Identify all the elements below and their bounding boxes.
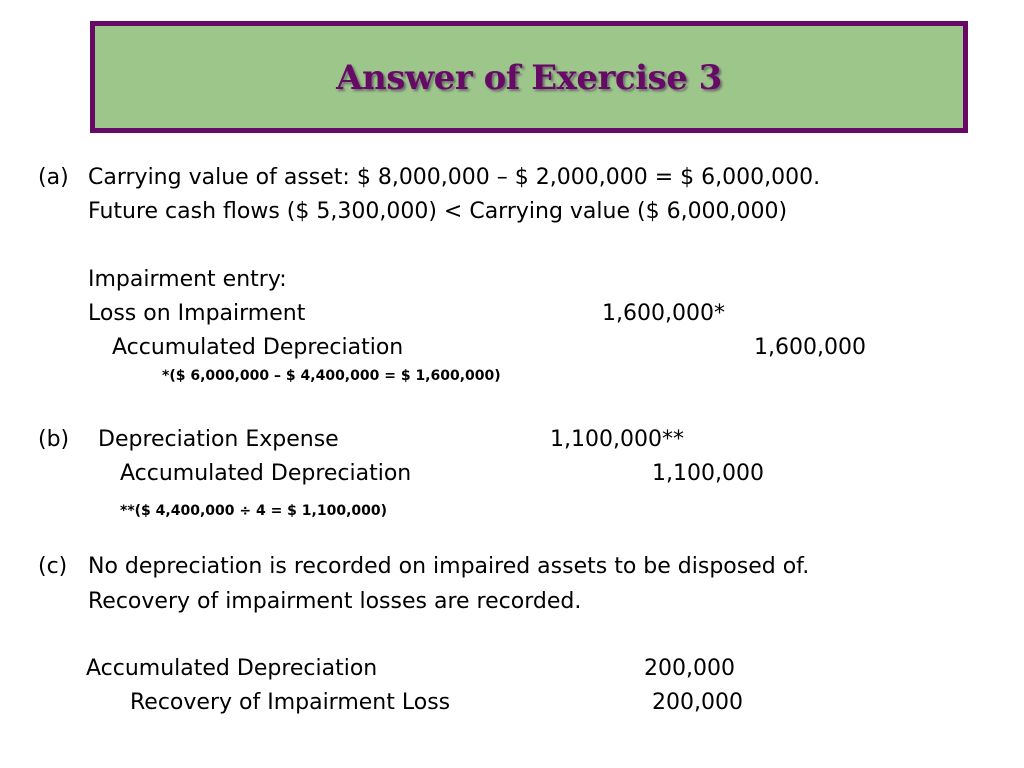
part-a-label: (a) xyxy=(38,165,69,190)
part-a-debit-amount: 1,600,000* xyxy=(602,301,725,326)
part-b-note: **($ 4,400,000 ÷ 4 = $ 1,100,000) xyxy=(120,503,388,519)
part-b-credit-account: Accumulated Depreciation xyxy=(120,461,412,486)
part-a-credit-amount: 1,600,000 xyxy=(754,335,866,360)
slide-title: Answer of Exercise 3 xyxy=(336,58,722,98)
part-c-line2: Recovery of impairment losses are recorded. xyxy=(88,589,582,614)
part-b-debit-amount: 1,100,000** xyxy=(550,427,684,452)
part-c-debit-account: Accumulated Depreciation xyxy=(86,656,378,681)
part-a-entry-heading: Impairment entry: xyxy=(88,267,287,292)
part-c-debit-amount: 200,000 xyxy=(644,656,735,681)
part-a-line2: Future cash flows ($ 5,300,000) < Carrying value ($ 6,000,000) xyxy=(88,199,788,224)
part-b-debit-account: Depreciation Expense xyxy=(98,427,339,452)
part-c-line1: No depreciation is recorded on impaired assets to be disposed of. xyxy=(88,554,810,579)
part-a-credit-account: Accumulated Depreciation xyxy=(112,335,404,360)
title-banner xyxy=(90,21,968,133)
part-c-credit-account: Recovery of Impairment Loss xyxy=(130,690,451,715)
part-c-credit-amount: 200,000 xyxy=(652,690,743,715)
part-c-label: (c) xyxy=(38,554,68,579)
part-a-line1: Carrying value of asset: $ 8,000,000 – $ 2,000,000 = $ 6,000,000. xyxy=(88,165,821,190)
part-a-note: *($ 6,000,000 – $ 4,400,000 = $ 1,600,000) xyxy=(162,368,501,384)
part-a-debit-account: Loss on Impairment xyxy=(88,301,306,326)
part-b-credit-amount: 1,100,000 xyxy=(652,461,764,486)
part-b-label: (b) xyxy=(38,427,70,452)
